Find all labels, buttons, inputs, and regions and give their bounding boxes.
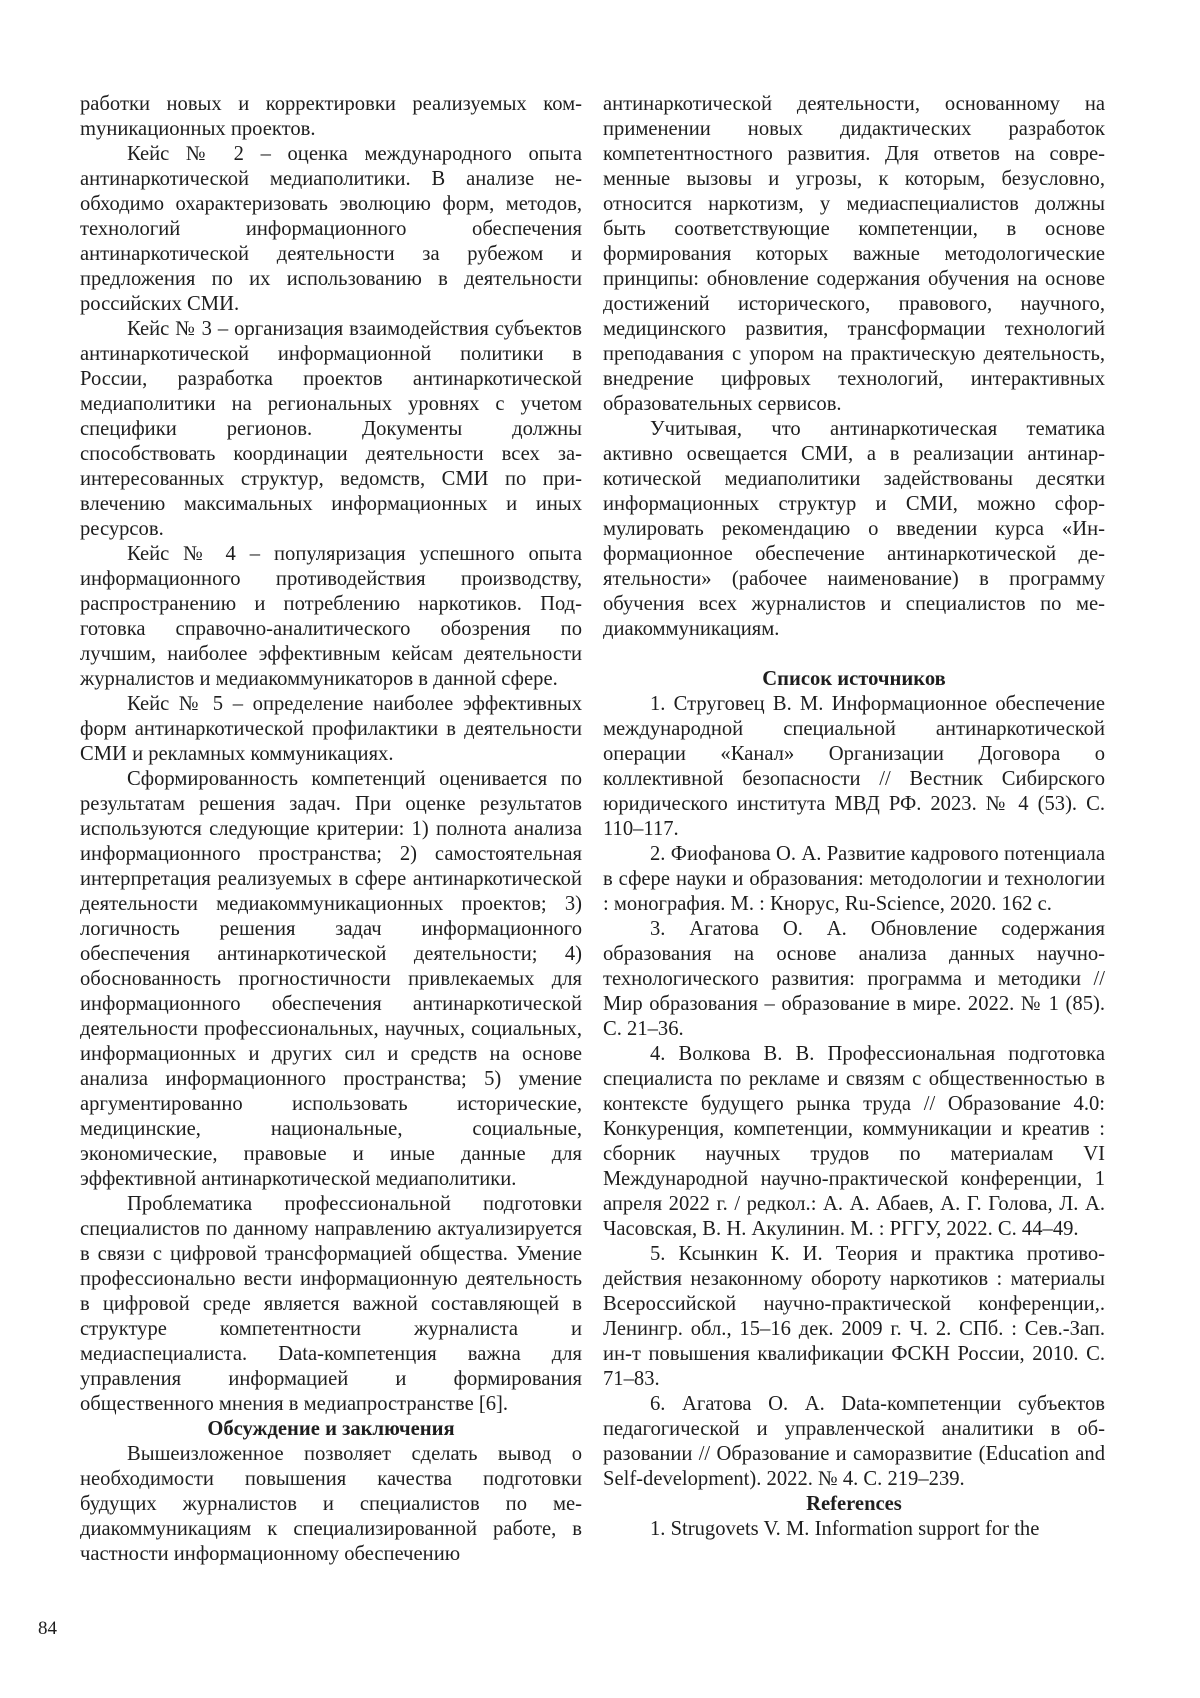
heading-references: References: [806, 1493, 902, 1515]
source-item: 5. Ксынкин К. И. Теория и практика противодействия незаконному обороту наркотиков : материалы Всероссийской научно-практической конференции,. Ленингр. обл., 15–16 дек. 2009 г. Ч. 2. СПб. : Сев.-Зап. ин-т повышения квалификации ФСКН России, 2010. С. 71–83.: [603, 1243, 1105, 1390]
source-item: 4. Волкова В. В. Профессиональная подготовка специалиста по рекламе и связям с общественностью в контексте будущего рынка труда // Образование 4.0: Конкуренция, компетенции, коммуникации и креатив : сборник научных трудов по материалам VI Международной научно-практической конференции, 1 апреля 2022 г. / редкол.: А. А. Абаев, А. Г. Голова, Л. А. Часовская, В. Н. Акулинин. М. : РГГУ, 2022. С. 44–49.: [603, 1043, 1105, 1240]
source-item: 1. Струговец В. М. Информационное обеспечение международной специальной антинаркотической операции «Канал» Организации Договора о коллективной безопасности // Вестник Сибирского юридического института МВД РФ. 2023. № 4 (53). С. 110–117.: [603, 693, 1105, 840]
paragraph-problem: Проблематика профессиональной подготовки специалистов по данному направлению актуализируется в связи с цифровой трансформацией общества. Умение профессионально вести информационную деятельность в цифровой среде является важной составляющей в структуре компетентности журналиста и медиаспециалиста. Data-компетенция важна для управления информацией и формирования общественного мнения в медиапространстве [6].: [80, 1193, 582, 1415]
left-column: [80, 92, 582, 1567]
paragraph-continuation-right: антинаркотической деятельности, основанному на применении новых дидактических разработок компетентностного развития. Для ответов на современные вызовы и угрозы, к которым, безусловно, относится наркотизм, у медиаспециалистов должны быть соответствующие компетенции, в основе формирования которых важные методологические принципы: обновление содержания обучения на основе достижений исторического, правового, научного, медицинского развития, трансформации технологий преподавания с упором на практическую деятельность, внедрение цифровых технологий, интерактивных образовательных сервисов.: [603, 93, 1105, 415]
heading-discussion: Обсуждение и заключения: [207, 1418, 455, 1440]
paragraph-recommendation: Учитывая, что антинаркотическая тематика активно освещается СМИ, а в реализации антинаркотической медиаполитики задействованы десятки информационных структур и СМИ, можно сформулировать рекомендацию о введении курса «Информационное обеспечение антинаркотической деятельности» (рабочее наименование) в программу обучения всех журналистов и специалистов по медиакоммуникациям.: [603, 418, 1105, 640]
paragraph-case-2: Кейс № 2 – оценка международного опыта антинаркотической медиаполитики. В анализе необходимо охарактеризовать эволюцию форм, методов, технологий информационного обеспечения антинаркотической деятельности за рубежом и предложения по их использованию в деятельности российских СМИ.: [80, 143, 582, 315]
source-item: 6. Агатова О. А. Data-компетенции субъектов педагогической и управленческой аналитики в образовании // Образование и саморазвитие (Education and Self-development). 2022. № 4. С. 219–239.: [603, 1393, 1105, 1490]
paragraph-case-3: Кейс № 3 – организация взаимодействия субъектов антинаркотической информационной политики в России, разработка проектов антинаркотической медиаполитики на региональных уровнях с учетом специфики регионов. Документы должны способствовать координации деятельности всех заинтересованных структур, ведомств, СМИ по привлечению максимальных информационных и иных ресурсов.: [80, 318, 582, 540]
heading-sources: Список источников: [762, 668, 946, 690]
paragraph-continuation: работки новых и корректировки реализуемых комmуникационных проектов.: [80, 93, 582, 140]
paragraph-case-5: Кейс № 5 – определение наиболее эффективных форм антинаркотической профилактики в деятельности СМИ и рекламных коммуникациях.: [80, 693, 582, 765]
paragraph-conclusion: Вышеизложенное позволяет сделать вывод о необходимости повышения качества подготовки будущих журналистов и специалистов по медиакоммуникациям к специализированной работе, в частности информационному обеспечению: [80, 1443, 582, 1565]
page-number: 84: [38, 1618, 57, 1639]
source-item: 2. Фиофанова О. А. Развитие кадрового потенциала в сфере науки и образования: методологии и технологии : монография. М. : Кнорус, Ru-Science, 2020. 162 с.: [603, 843, 1105, 915]
reference-item: 1. Strugovets V. M. Information support for the: [650, 1518, 1040, 1540]
source-item: 3. Агатова О. А. Обновление содержания образования на основе анализа данных научно-технологического развития: программа и методики // Мир образования – образование в мире. 2022. № 1 (85). С. 21–36.: [603, 918, 1105, 1040]
paragraph-case-4: Кейс № 4 – популяризация успешного опыта информационного противодействия производству, распространению и потреблению наркотиков. Подготовка справочно-аналитического обозрения по лучшим, наиболее эффективным кейсам деятельности журналистов и медиакоммуникаторов в данной сфере.: [80, 543, 582, 690]
right-column: [603, 92, 1105, 1542]
paragraph-criteria: Сформированность компетенций оценивается по результатам решения задач. При оценке результатов используются следующие критерии: 1) полнота анализа информационного пространства; 2) самостоятельная интерпретация реализуемых в сфере антинаркотической деятельности медиакоммуникационных проектов; 3) логичность решения задач информационного обеспечения антинаркотической деятельности; 4) обоснованность прогностичности привлекаемых для информационного обеспечения антинаркотической деятельности профессиональных, научных, социальных, информационных и других сил и средств на основе анализа информационного пространства; 5) умение аргументированно использовать исторические, медицинские, национальные, социальные, экономические, правовые и иные данные для эффективной антинаркотической медиаполитики.: [80, 768, 582, 1190]
